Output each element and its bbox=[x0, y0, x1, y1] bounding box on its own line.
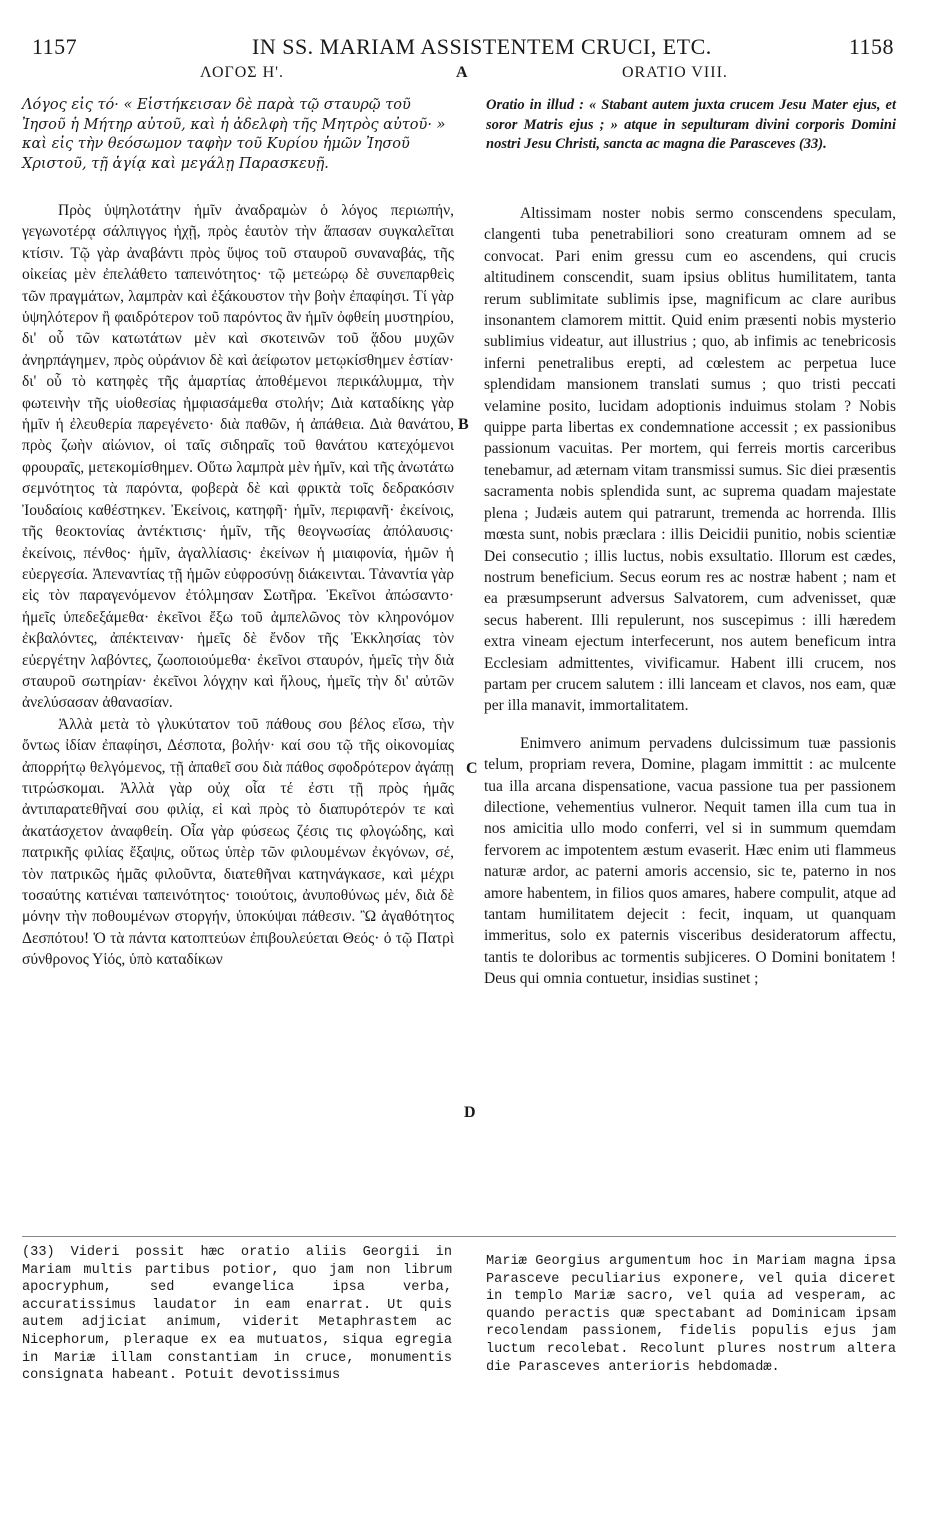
greek-oration-heading: ΛΟΓΟΣ Η'. bbox=[200, 64, 285, 81]
margin-marker-d: D bbox=[464, 1104, 476, 1121]
latin-oration-heading: ORATIO VIII. bbox=[622, 64, 728, 81]
latin-column bbox=[484, 203, 896, 990]
margin-marker-c: C bbox=[466, 760, 478, 777]
margin-marker-a: A bbox=[456, 64, 468, 81]
footnote-left: (33) Videri possit hæc oratio aliis Georgii in Mariam multis partibus potior, quo jam non librum apocryphum, sed evangelica ipsa verba, accuratissimus laudator in eam enarrat. Ut quis autem adjiciat animum, viderit Metaphrastem ac Nicephorum, pleraque ex ea mutuatos, siqua egregia in Mariæ illam constantiam in cruce, monumentis consignata habeant. Potuit devotissimus bbox=[22, 1245, 452, 1384]
page-number-right: 1158 bbox=[848, 34, 894, 59]
greek-paragraph-2: Ἀλλὰ μετὰ τὸ γλυκύτατον τοῦ πάθους σου βέλος εἴσω, τὴν ὄντως ἰδίαν ἐπαφίησι, Δέσποτα, βολήν· καί σου τῷ τῆς οἰκονομίας ἀπορρήτῳ θελγόμενος, τῇ ἀπαθεῖ σου διὰ πάθος σφοδρότερον ἀγάπῃ τιτρώσκομαι. Ἀλλὰ γὰρ οὐχ οἷα τέ ἐστι τῇ πρὸς ἡμᾶς ἀντιπαρατεθῆναί σου φιλίᾳ, εἰ καὶ πρὸς τὸ διαπυρότερόν τε καὶ ἀκατάσχετον ἀναφθείη. Οἷα γὰρ φύσεως ζέσις τις φλογώδης, καὶ πατρικῆς φιλίας ἔξαψις, οὕτως ὑπὲρ τῶν φιλουμένων ἐκγόνων, σέ, τὸν πατρικῶς ἡμᾶς φιλοῦντα, διατεθῆναι κατηνάγκασε, καὶ μέχρι τοσαύτης κατιέναι ταπεινότητος· τοιούτοις, ἀνυποθύνως μέν, διὰ δὲ μόνην τὴν ποθουμένων στοργήν, ὑποκύψαι πάθεσιν. Ὢ ἀγαθότητος Δεσπότου! Ὁ τὰ πάντα κατοπτεύων ἐπιβουλεύεται Θεός· ὁ τῷ Πατρὶ σύνθρονος Υἱός, ὑπὸ καταδίκων bbox=[22, 715, 454, 969]
latin-paragraph-1: Altissimam noster nobis sermo conscendens speculam, clangenti tuba penetrabiliori sono creaturam omnem ad se convocat. Pari enim gressu cum eo ascendens, qui crucis altitudinem conscendit, suam ipsius oblitus humilitatem, tanta rerum sublimitate sublimis ipse, magnificum ac clare auribus insonantem clamorem mittit. Quid enim præsenti nobis mysterio sublimius videatur, aut illustrius ; quo, ab infimis ac tenebricosis inferni penetralibus erepti, ad cœlestem ac perpetua luce splendidam mansionem translati sumus ; quo tristi peccati velamine posito, lucidam adoptionis induimus stolam ? Nobis quippe parta libertas ex condemnatione accessit ; ex passionibus passionum vacuitas. Per mortem, qui ferreis mortis carceribus tenebamur, ad æternam vitam transmissi sumus. Sic diei præsentis sacramenta nobis splendida sunt, ac suprema quadam majestate plena ; Judæis autem qui patrarunt, tremenda ac horrenda. Illis mœsta sunt, nobis præclara : illis Deicidii punitio, nobis scientiæ Dei consecutio ; illis luctus, nobis exsultatio. Illorum est cædes, nostrum beneficium. Secus eorum res ac nostræ habent ; nam et ea præsumpserunt adversus Salvatorem, cum advenisset, quæ secus haberent. Illi repulerunt, nos suscepimus : illi hæredem extra vineam ejectum interfecerunt, nos autem beneficum intra Ecclesiam admittentes, vivificamur. Habent illi crucem, nos partam per crucem salutem : illi lanceam et clavos, nos eam, quæ per illa manavit, immortalitatem. bbox=[484, 205, 896, 715]
column-headers bbox=[32, 64, 894, 84]
page-number-left: 1157 bbox=[32, 34, 78, 59]
latin-title: Oratio in illud : « Stabant autem juxta crucem Jesu Mater ejus, et soror Matris ejus ; » atque in sepulturam divini corporis Domini nostri Jesu Christi, sancta ac magna die Parasceves (33). bbox=[486, 97, 896, 152]
greek-column bbox=[22, 200, 454, 971]
running-head-title: IN SS. MARIAM ASSISTENTEM CRUCI, ETC. bbox=[252, 34, 712, 59]
margin-marker-b: B bbox=[458, 416, 469, 433]
greek-paragraph-1: Πρὸς ὑψηλοτάτην ἡμῖν ἀναδραμὼν ὁ λόγος περιωπήν, γεγωνοτέρᾳ σάλπιγγος ἠχῇ, πρὸς ἑαυτὸν τὴν ἅπασαν συγκαλεῖται κτίσιν. Τῷ γὰρ ἀναβάντι πρὸς ὕψος τοῦ σταυροῦ συναναβάς, τῆς οἰκείας μὲν ἐπελάθετο ταπεινότητος· τῷ μετεώρῳ δὲ συνεπαρθεὶς τῶν πραγμάτων, λαμπρὰν καὶ ἐξάκουστον τὴν βοὴν ἐπαφίησι. Τί γὰρ ὑψηλότερον ἢ φαιδρότερον τοῦ παρόντος ἂν ἡμῖν ὀφθείη μυστηρίου, δι' οὗ τῶν κατωτάτων μὲν καὶ σκοτεινῶν τοῦ ᾅδου μυχῶν ἀνηρπάγημεν, πρὸς οὐράνιον δὲ καὶ ἀείφωτον μετῳκίσθημεν ἑστίαν· δι' οὗ τὸ κατηφὲς τῆς ἁμαρτίας ἀποθέμενοι περικάλυμμα, τὴν φωτεινὴν τῆς υἱοθεσίας ἠμφιασάμεθα στολήν; Διὰ καταδίκης γὰρ ἡμῖν ἡ ἐλευθερία παρεγένετο· διὰ παθῶν, ἡ ἀπάθεια. Διὰ θανάτου, πρὸς ζωὴν αἰώνιον, οἱ ταῖς σιδηραῖς τοῦ θανάτου κατεχόμενοι φρουραῖς, μετεκομίσθημεν. Οὕτω λαμπρὰ μὲν ἡμῖν, καὶ τῆς ἀνωτάτω σεμνότητος τὰ παρόντα, φοβερὰ δὲ καὶ φρικτὰ τοῖς δεδρακόσιν Ἰουδαίοις καθέστηκεν. Ἐκείνοις, κατηφῆ· ἡμῖν, περιφανῆ· ἐκείνοις, τῆς θεοκτονίας ἀντέκτισις· ἡμῖν, τῆς θεογνωσίας ἀπόλαυσις· ἐκείνοις, πένθος· ἡμῖν, ἀγαλλίασις· ἐκείνων ἡ μιαιφονία, ἡμῶν ἡ εὐεργεσία. Ἀπεναντίας τῇ ἡμῶν εὐφροσύνῃ διάκεινται. Τἀναντία γὰρ εἰς τὸν παραγενόμενον ἐτόλμησαν Σωτῆρα. Ἐκεῖνοι ἀπώσαντο· ἡμεῖς ὑπεδεξάμεθα· ἐκεῖνοι ἔξω τοῦ ἀμπελῶνος τὸν κληρονόμον ἐκβαλόντες, ἀπέκτειναν· ἡμεῖς δὲ ἔνδον τῆς Ἐκκλησίας τὸν εὐεργέτην λαβόντες, ζωοποιούμεθα· ἐκεῖνοι σταυρόν, ἡμεῖς τὴν διὰ σταυροῦ σωτηρίαν· ἐκεῖνοι λόγχην καὶ ἥλους, ἡμεῖς τὴν δι' αὐτῶν ἀνελύσασαν ἀθανασίαν. bbox=[22, 202, 454, 712]
footnote-right: Mariæ Georgius argumentum hoc in Mariam magna ipsa Parasceve peculiarius exponere, vel quia diceret in templo Mariæ sacro, vel quia ad vesperam, ac quando peractis quæ spectabant ad Dominicam ipsam recolendam passionem, fidelis populis ejus jam luctum recolebat. Recolunt plures nostrum altera die Parasceves anterioris hebdomadæ. bbox=[486, 1254, 896, 1375]
latin-paragraph-2: Enimvero animum pervadens dulcissimum tuæ passionis telum, propriam revera, Domine, plagam immittit : ac mulcente tua illa arcana dispensatione, vacua passione tua per passionem dilectione, vehementius vulneror. Nequit tamen illa cum tua in nos amicitia ullo modo conferri, vel si in summum quemdam fervorem ac impotentem æstum evaserit. Hæc enim uti flammeus naturæ ardor, ac paterni amoris accensio, sic te, paterno in nos amore habentem, in filios quos amares, habere compulit, atque ad tantam humilitatem dejecit : fecit, inquam, ut quanquam immeritus, solo ex paternis visceribus desideratorum affectu, tantis te doloribus ac tormentis subjiceres. O Domini bonitatem ! Deus qui omnia contuetur, insidias sustinet ; bbox=[484, 734, 896, 988]
greek-title: Λόγος εἰς τό· « Εἱστήκεισαν δὲ παρὰ τῷ σταυρῷ τοῦ Ἰησοῦ ἡ Μήτηρ αὐτοῦ, καὶ ἡ ἀδελφὴ τῆς Μητρὸς αὐτοῦ· » καὶ εἰς τὴν θεόσωμον ταφὴν τοῦ Κυρίου ἡμῶν Ἰησοῦ Χριστοῦ, τῇ ἁγίᾳ καὶ μεγάλῃ Παρασκευῇ. bbox=[22, 97, 446, 172]
running-header bbox=[32, 34, 894, 60]
footnote-rule bbox=[22, 1236, 896, 1237]
